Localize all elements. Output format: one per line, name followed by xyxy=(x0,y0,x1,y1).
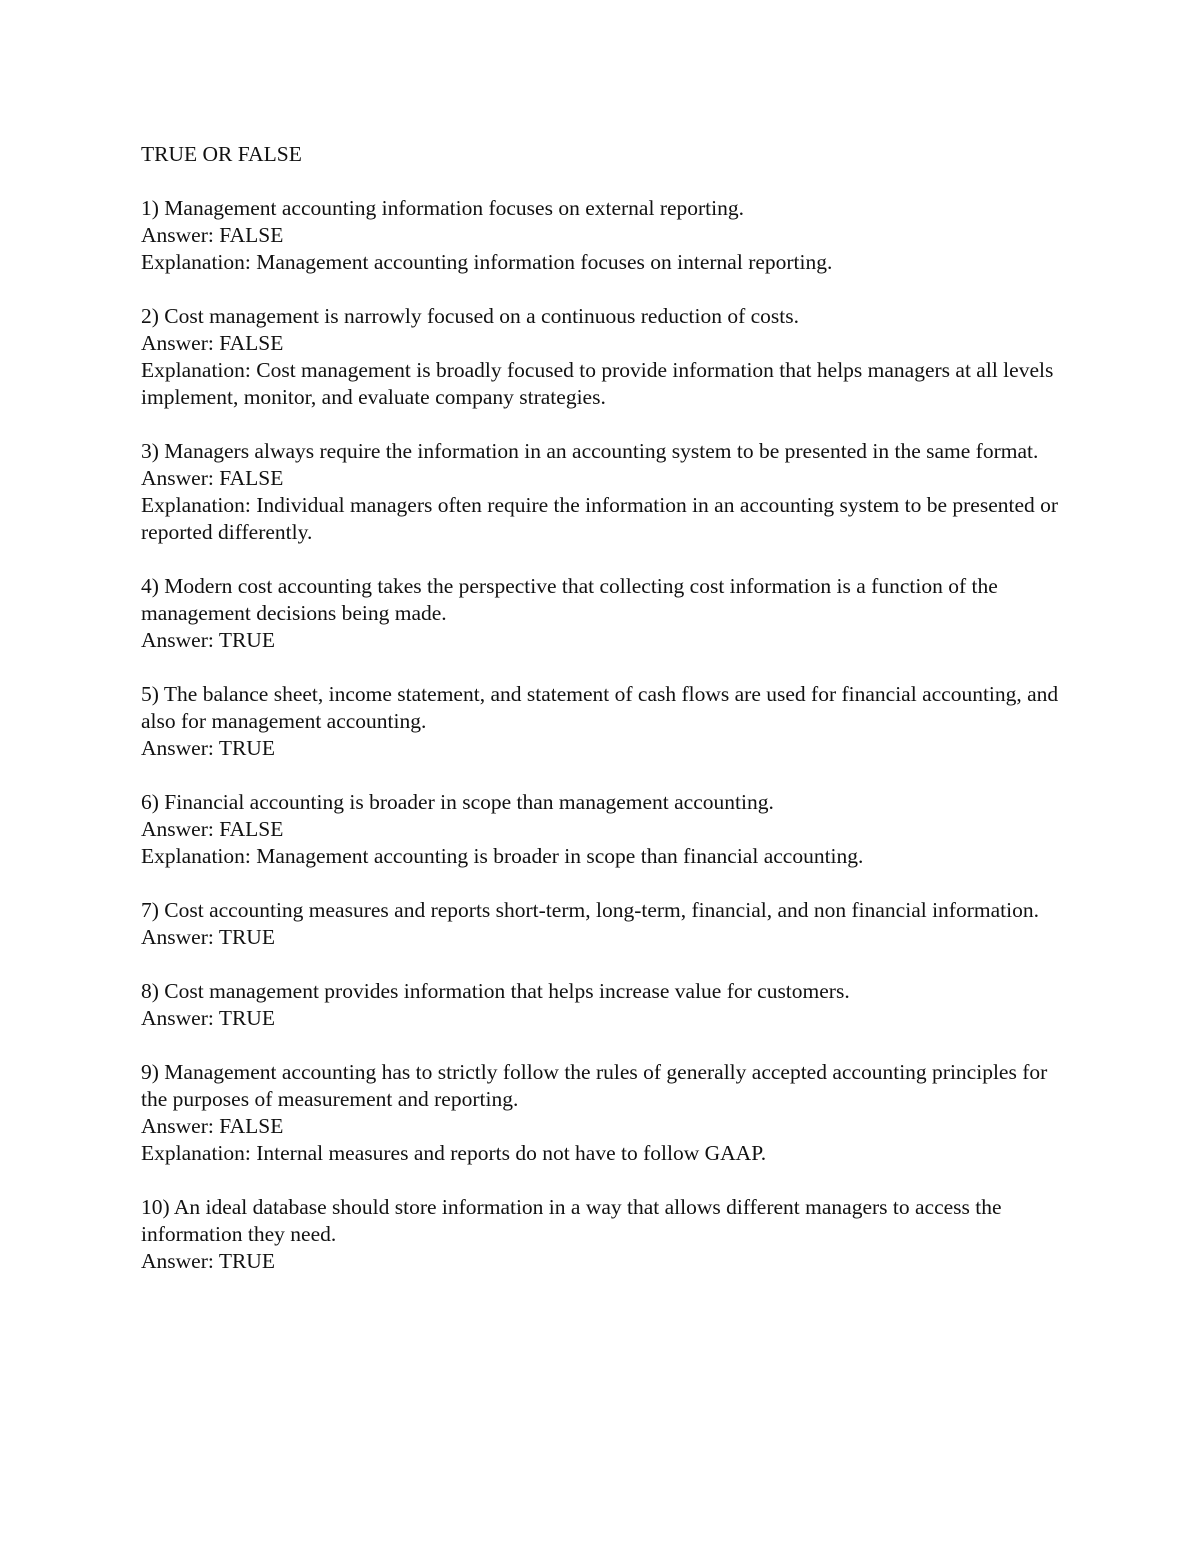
question-1 xyxy=(141,195,1070,276)
question-answer: Answer: FALSE xyxy=(141,466,284,490)
question-explanation: Explanation: Internal measures and reports do not have to follow GAAP. xyxy=(141,1141,767,1165)
question-3 xyxy=(141,438,1070,546)
question-5 xyxy=(141,681,1070,762)
question-answer: Answer: TRUE xyxy=(141,1006,275,1030)
question-text: 7) Cost accounting measures and reports short-term, long-term, financial, and non financial information. xyxy=(141,898,1039,922)
question-answer: Answer: FALSE xyxy=(141,331,284,355)
question-answer: Answer: FALSE xyxy=(141,223,284,247)
question-9 xyxy=(141,1059,1070,1167)
document-heading: TRUE OR FALSE xyxy=(141,142,302,166)
question-explanation: Explanation: Cost management is broadly focused to provide information that helps managers at all levels implement, monitor, and evaluate company strategies. xyxy=(141,358,1054,409)
question-7 xyxy=(141,897,1070,951)
question-explanation: Explanation: Management accounting is broader in scope than financial accounting. xyxy=(141,844,864,868)
question-2 xyxy=(141,303,1070,411)
question-answer: Answer: TRUE xyxy=(141,1249,275,1273)
question-text: 6) Financial accounting is broader in scope than management accounting. xyxy=(141,790,774,814)
question-4 xyxy=(141,573,1070,654)
question-text: 10) An ideal database should store information in a way that allows different managers to access the information they need. xyxy=(141,1195,1002,1246)
question-text: 5) The balance sheet, income statement, and statement of cash flows are used for financial accounting, and also for management accounting. xyxy=(141,682,1059,733)
question-8 xyxy=(141,978,1070,1032)
question-text: 4) Modern cost accounting takes the perspective that collecting cost information is a function of the management decisions being made. xyxy=(141,574,998,625)
question-text: 1) Management accounting information focuses on external reporting. xyxy=(141,196,744,220)
question-answer: Answer: TRUE xyxy=(141,628,275,652)
question-10 xyxy=(141,1194,1070,1275)
question-text: 2) Cost management is narrowly focused on a continuous reduction of costs. xyxy=(141,304,799,328)
question-text: 9) Management accounting has to strictly follow the rules of generally accepted accounting principles for the purposes of measurement and reporting. xyxy=(141,1060,1048,1111)
question-explanation: Explanation: Management accounting information focuses on internal reporting. xyxy=(141,250,833,274)
question-answer: Answer: FALSE xyxy=(141,1114,284,1138)
question-answer: Answer: TRUE xyxy=(141,736,275,760)
question-6 xyxy=(141,789,1070,870)
question-explanation: Explanation: Individual managers often require the information in an accounting system to be presented or reported differently. xyxy=(141,493,1059,544)
question-text: 3) Managers always require the information in an accounting system to be presented in the same format. xyxy=(141,439,1039,463)
question-answer: Answer: FALSE xyxy=(141,817,284,841)
question-text: 8) Cost management provides information that helps increase value for customers. xyxy=(141,979,850,1003)
question-answer: Answer: TRUE xyxy=(141,925,275,949)
